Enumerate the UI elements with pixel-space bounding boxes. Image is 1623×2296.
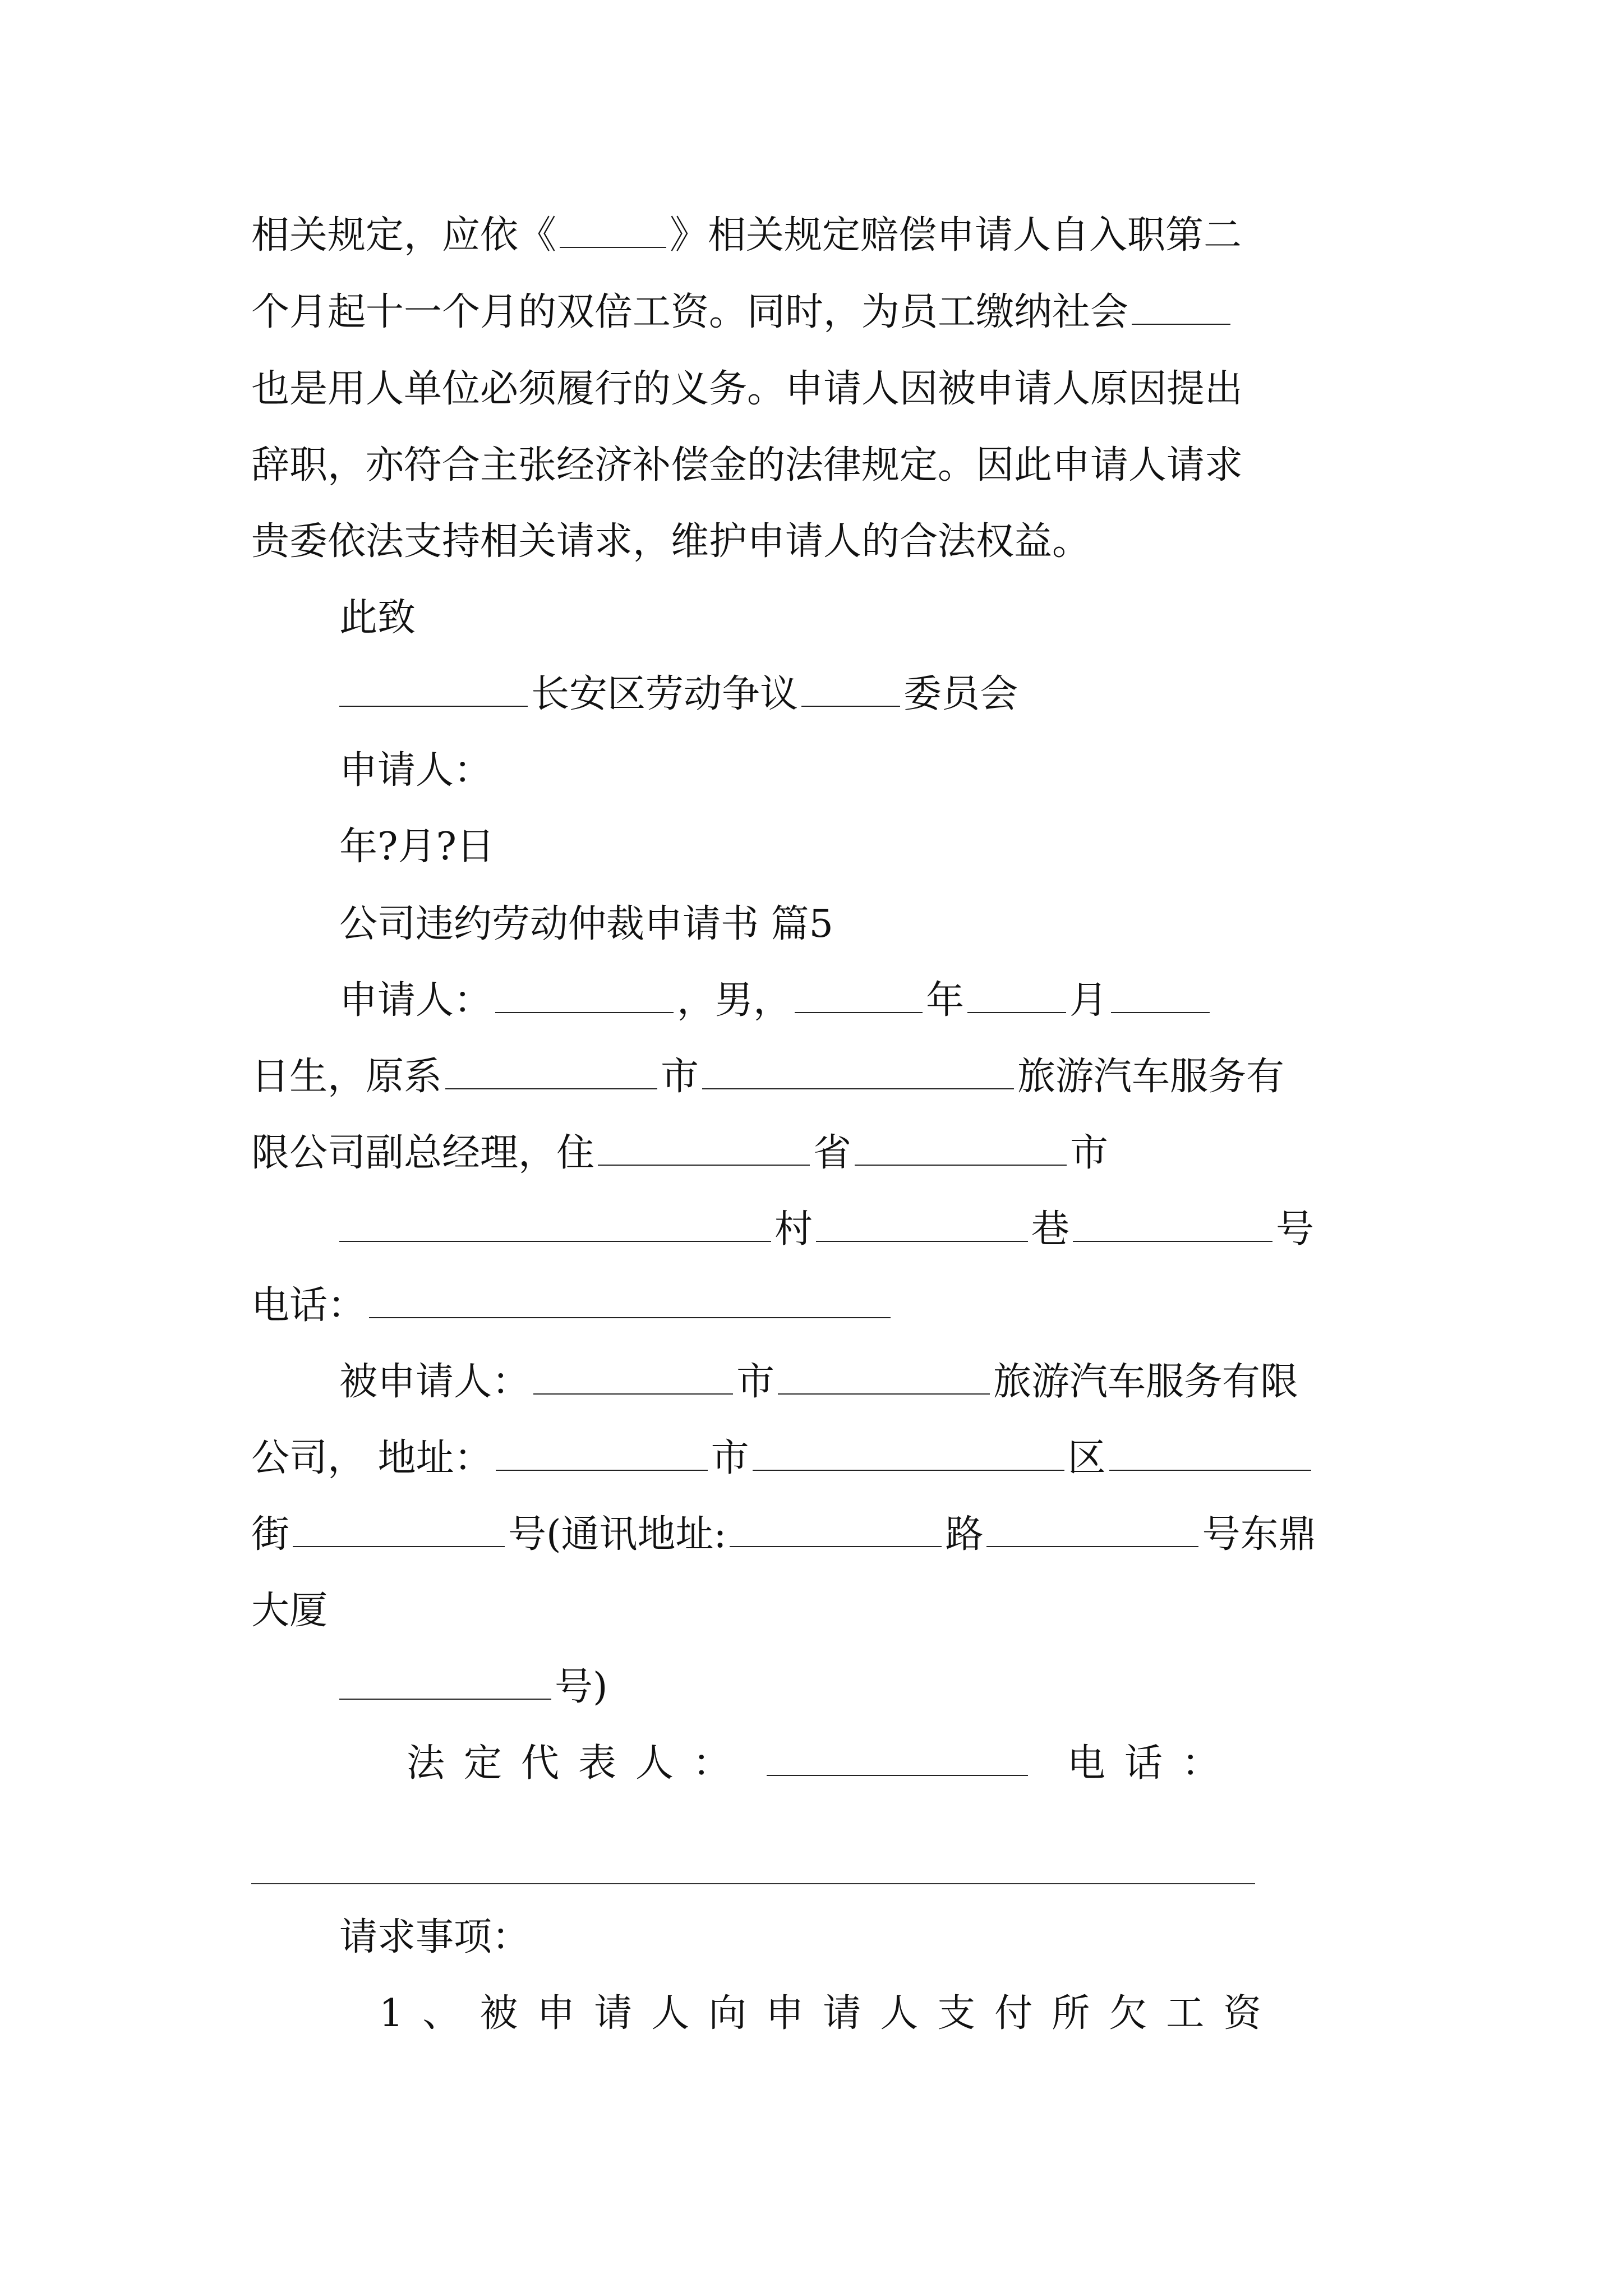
blank-field [533,1362,733,1395]
blank-field [967,981,1066,1013]
text: 公司违约劳动仲裁申请书 篇5 [339,902,833,946]
applicant-line [251,1050,1284,1104]
blank-field [560,215,666,248]
blank-field [293,1515,505,1547]
blank-field [445,1057,657,1089]
text: 电话： [1067,1741,1239,1786]
respondent-line [339,1660,608,1714]
legal-representative-line [407,1737,1239,1791]
paragraph-line [251,362,1243,416]
blank-field [801,674,900,707]
text: 旅游汽车服务有限 [993,1360,1299,1404]
text: 长安区劳动争议 [531,672,799,716]
text: 电话： [251,1283,366,1328]
text: 申请人： [339,748,492,793]
applicant-phone [251,1279,894,1333]
text: 贵委依法支持相关请求，维护申请人的合法权益。 [251,519,1091,564]
blank-field [730,1515,942,1547]
blank-field [339,1667,551,1700]
applicant-line [251,1126,1108,1180]
text: 市 [711,1436,749,1480]
text: 号) [555,1665,608,1709]
text: 旅游汽车服务有 [1017,1055,1285,1099]
date-line [339,820,495,874]
applicant-line [339,1203,1314,1257]
respondent-line [251,1508,1317,1562]
text: 》相关规定赔偿申请人自入职第二 [670,213,1242,257]
blank-field [816,1209,1028,1242]
text: ，男， [677,978,792,1023]
blank-field-long [251,1883,1255,1884]
blank-field [1073,1209,1272,1242]
text: 巷 [1031,1207,1070,1251]
blank-field [1111,981,1210,1013]
text: 个月起十一个月的双倍工资。同时，为员工缴纳社会 [251,290,1129,334]
claim-item [379,1987,1280,2041]
blank-field [369,1286,891,1318]
text: 年 [926,978,965,1023]
paragraph-line [251,286,1234,339]
text: 相关规定，应依《 [251,213,557,257]
blank-field [795,981,923,1013]
salutation [339,591,416,645]
text: 市 [1070,1131,1109,1175]
text: 被申请人： [339,1360,531,1404]
blank-field [778,1362,990,1395]
text: 市 [661,1055,699,1099]
recipient-line [339,668,1018,721]
text: 法定代表人： [407,1741,750,1786]
text: 村 [774,1207,813,1251]
blank-field [753,1438,1064,1471]
text: 号(通讯地址: [508,1512,727,1557]
blank-field [339,674,528,707]
text: 街 [251,1512,290,1557]
respondent-line [251,1432,1315,1485]
blank-field [986,1515,1198,1547]
paragraph-line [251,209,1242,263]
blank-field [855,1133,1067,1166]
applicant-line [339,974,1213,1028]
text: 年?月?日 [339,825,495,869]
text: 公司， 地址： [251,1436,492,1480]
blank-field [767,1743,1028,1776]
text: 号 [1276,1207,1315,1251]
respondent-line [339,1355,1298,1409]
text: 省 [813,1131,852,1175]
blank-field [495,981,674,1013]
text: 区 [1067,1436,1106,1480]
paragraph-line [251,515,1090,569]
blank-field [1109,1438,1311,1471]
blank-field [702,1057,1014,1089]
text: 请求事项： [339,1915,531,1959]
text: 号东鼎 [1202,1512,1317,1557]
paragraph-line [251,439,1243,493]
text: 限公司副总经理，住 [251,1131,595,1175]
text: 市 [736,1360,775,1404]
applicant-signature [339,744,492,798]
text: 大厦 [251,1589,328,1633]
text: 委员会 [903,672,1018,716]
text: 日生，原系 [251,1055,442,1099]
claims-title [339,1911,530,1964]
text: 也是用人单位必须履行的义务。申请人因被申请人原因提出 [251,367,1243,411]
blank-field [1132,292,1230,325]
text: 申请人： [339,978,492,1023]
respondent-line [251,1584,328,1638]
blank-field [339,1209,771,1242]
text: 路 [945,1512,984,1557]
blank-field [496,1438,708,1471]
text: 辞职，亦符合主张经济补偿金的法律规定。因此申请人请求 [251,443,1243,487]
text: 此致 [339,596,416,640]
text: 1、被申请人向申请人支付所欠工资 [379,1991,1281,2036]
section-title [339,898,833,951]
text: 月 [1069,978,1108,1023]
blank-field [598,1133,810,1166]
